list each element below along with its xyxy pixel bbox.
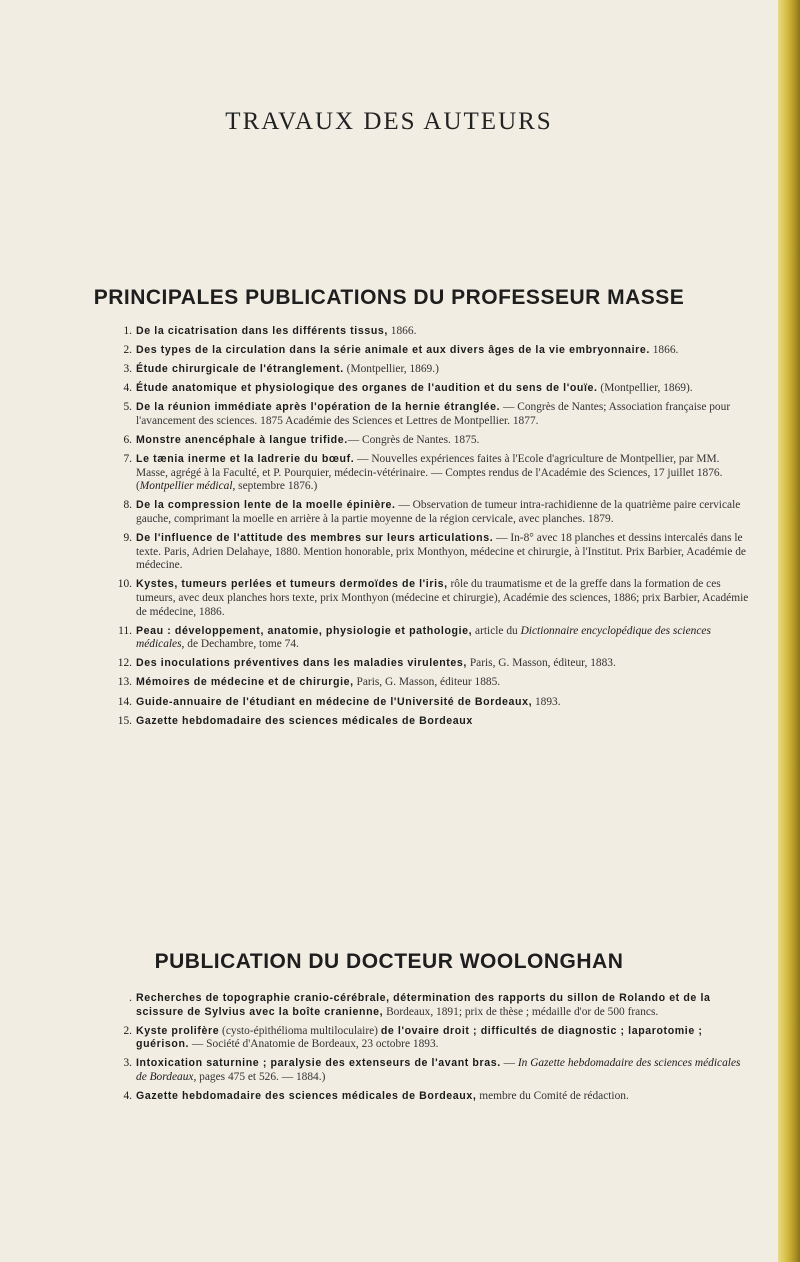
publication-number: 15. [117, 714, 132, 727]
publication-detail: Paris, G. Masson, éditeur, 1883. [466, 657, 616, 670]
publication-detail: — In-8° avec 18 planches et dessins intercalés dans le texte. Paris, Adrien Delahaye, 1880. Mention honorable, prix Monthyon, médecine et chirurgie, à l'Institut. Prix Barbier, Académie de médecine. [136, 532, 746, 572]
publication-detail-continued: — Société d'Anatomie de Bordeaux, 23 octobre 1893. [189, 1038, 439, 1051]
publication-number: 2. [123, 344, 132, 357]
publication-number: 6. [123, 434, 132, 447]
publication-detail: (Montpellier, 1869). [597, 382, 693, 395]
publication-item [112, 434, 752, 448]
publication-number: 13. [117, 676, 132, 689]
publication-item [112, 532, 752, 573]
publication-detail: Bordeaux, 1891; prix de thèse ; médaille d'or de 500 francs. [383, 1005, 659, 1018]
publication-detail: — [500, 1057, 518, 1070]
publication-number: 7. [123, 453, 132, 466]
publication-item [112, 578, 752, 619]
publication-title: Kystes, tumeurs perlées et tumeurs dermoïdes de l'iris, [136, 578, 448, 591]
publication-title: Des inoculations préventives dans les maladies virulentes, [136, 657, 467, 670]
publication-item [112, 1025, 752, 1052]
publication-item [112, 992, 752, 1019]
publication-number: 14. [117, 695, 132, 708]
publication-title: De la réunion immédiate après l'opération de la hernie étranglée. [136, 401, 501, 414]
publication-source: In Gazette hebdomadaire des sciences médicales de Bordeaux, [136, 1057, 741, 1083]
publication-detail: — Congrès de Nantes. 1875. [347, 434, 480, 447]
publication-detail: rôle du traumatisme et de la greffe dans la formation de ces tumeurs, avec deux planches hors texte, prix Monthyon (médecine et chirurgie), Académie des sciences, 1886; prix Barbier, Académie de médecine, 1886. [136, 578, 749, 618]
publication-source: Montpellier médical, [139, 480, 236, 493]
running-head: TRAVAUX DES AUTEURS [225, 108, 553, 135]
publication-number: 4. [123, 1090, 132, 1103]
publication-title: Monstre anencéphale à langue trifide. [136, 434, 348, 447]
publication-detail: — Nouvelles expériences faites à l'Ecole d'agriculture de Montpellier, par MM. Masse, agrégé à la Faculté, et P. Pourquier, médecin-vétérinaire. — Comptes rendus de l'Académie des Sciences, 17 juillet 1876. ( [136, 453, 723, 493]
publication-title-continued: de l'ovaire droit ; difficultés de diagnostic ; laparotomie ; guérison. [136, 1024, 703, 1051]
publication-item [112, 344, 752, 358]
publication-number: 4. [123, 382, 132, 395]
publication-title: Gazette hebdomadaire des sciences médicales de Bordeaux [136, 714, 473, 727]
publication-detail: 1893. [532, 695, 561, 708]
publication-item [112, 676, 752, 690]
publication-item [112, 453, 752, 494]
publication-detail: — Congrès de Nantes; Association française pour l'avancement des sciences. 1875 Académie des Sciences et Lettres de Montpellier. 1877. [136, 401, 731, 427]
publication-item [112, 363, 752, 377]
publication-source: Dictionnaire encyclopédique des sciences médicales, [136, 624, 711, 651]
publication-item [112, 657, 752, 671]
publication-title: Gazette hebdomadaire des sciences médicales de Bordeaux, [136, 1090, 477, 1103]
publication-detail: 1866. [387, 325, 417, 337]
publication-number: . [129, 992, 132, 1004]
publication-list-masse [112, 325, 752, 734]
publication-number: 12. [117, 657, 132, 670]
publication-detail: Paris, G. Masson, éditeur 1885. [353, 676, 501, 689]
publication-number: 8. [123, 499, 132, 512]
publication-item [112, 696, 752, 710]
publication-item [112, 625, 752, 652]
publication-title: De la compression lente de la moelle épinière. [136, 499, 396, 512]
publication-title: Mémoires de médecine et de chirurgie, [136, 676, 354, 689]
section-title-woolonghan: PUBLICATION DU DOCTEUR WOOLONGHAN [154, 950, 624, 973]
publication-detail: article du [472, 624, 521, 637]
publication-number: 1. [123, 325, 132, 337]
publication-title: Guide-annuaire de l'étudiant en médecine de l'Université de Bordeaux, [136, 695, 533, 708]
publication-title: Kyste prolifère [136, 1024, 220, 1037]
publication-item [112, 325, 752, 339]
publication-title: De la cicatrisation dans les différents tissus, [136, 325, 388, 337]
publication-title: Intoxication saturnine ; paralysie des extenseurs de l'avant bras. [136, 1057, 501, 1070]
publication-number: 3. [123, 363, 132, 376]
publication-list-woolonghan [112, 992, 752, 1109]
publication-item [112, 1057, 752, 1084]
section-title-masse: PRINCIPALES PUBLICATIONS DU PROFESSEUR MASSE [93, 286, 685, 309]
publication-title: De l'influence de l'attitude des membres sur leurs articulations. [136, 532, 494, 545]
publication-detail: — Observation de tumeur intra-rachidienne de la quatrième paire cervicale gauche, comprimant la moelle en arrière à la partie moyenne de la région cervicale, avec planches. 1879. [136, 499, 741, 526]
publication-item [112, 715, 752, 729]
publication-number: 11. [118, 624, 132, 637]
publication-detail-after: de Dechambre, tome 74. [184, 638, 299, 651]
publication-title: Peau : développement, anatomie, physiologie et pathologie, [136, 624, 473, 637]
publication-number: 5. [123, 401, 132, 414]
book-spine-edge [778, 0, 800, 1262]
publication-detail-after: pages 475 et 526. — 1884.) [196, 1070, 326, 1083]
publication-title: Étude anatomique et physiologique des organes de l'audition et du sens de l'ouïe. [136, 382, 598, 395]
publication-item [112, 1090, 752, 1104]
publication-number: 2. [123, 1024, 132, 1037]
publication-detail: membre du Comité de rédaction. [476, 1090, 629, 1103]
publication-title: Étude chirurgicale de l'étranglement. [136, 363, 344, 376]
publication-detail: (cysto-épithélioma multiloculaire) [219, 1024, 381, 1037]
publication-detail: 1866. [649, 344, 679, 357]
publication-item [112, 401, 752, 428]
publication-number: 3. [123, 1057, 132, 1070]
publication-item [112, 499, 752, 526]
publication-detail-after: septembre 1876.) [235, 480, 318, 493]
publication-title: Le tænia inerme et la ladrerie du bœuf. [136, 453, 355, 466]
publication-detail: (Montpellier, 1869.) [343, 363, 439, 376]
publication-number: 10. [117, 578, 132, 591]
publication-title: Des types de la circulation dans la série animale et aux divers âges de la vie embryonnaire. [136, 344, 650, 357]
publication-item [112, 382, 752, 396]
publication-title: Recherches de topographie cranio-cérébrale, détermination des rapports du sillon de Rolando et de la scissure de Sylvius avec la boîte cranienne, [136, 992, 711, 1018]
publication-number: 9. [123, 532, 132, 545]
